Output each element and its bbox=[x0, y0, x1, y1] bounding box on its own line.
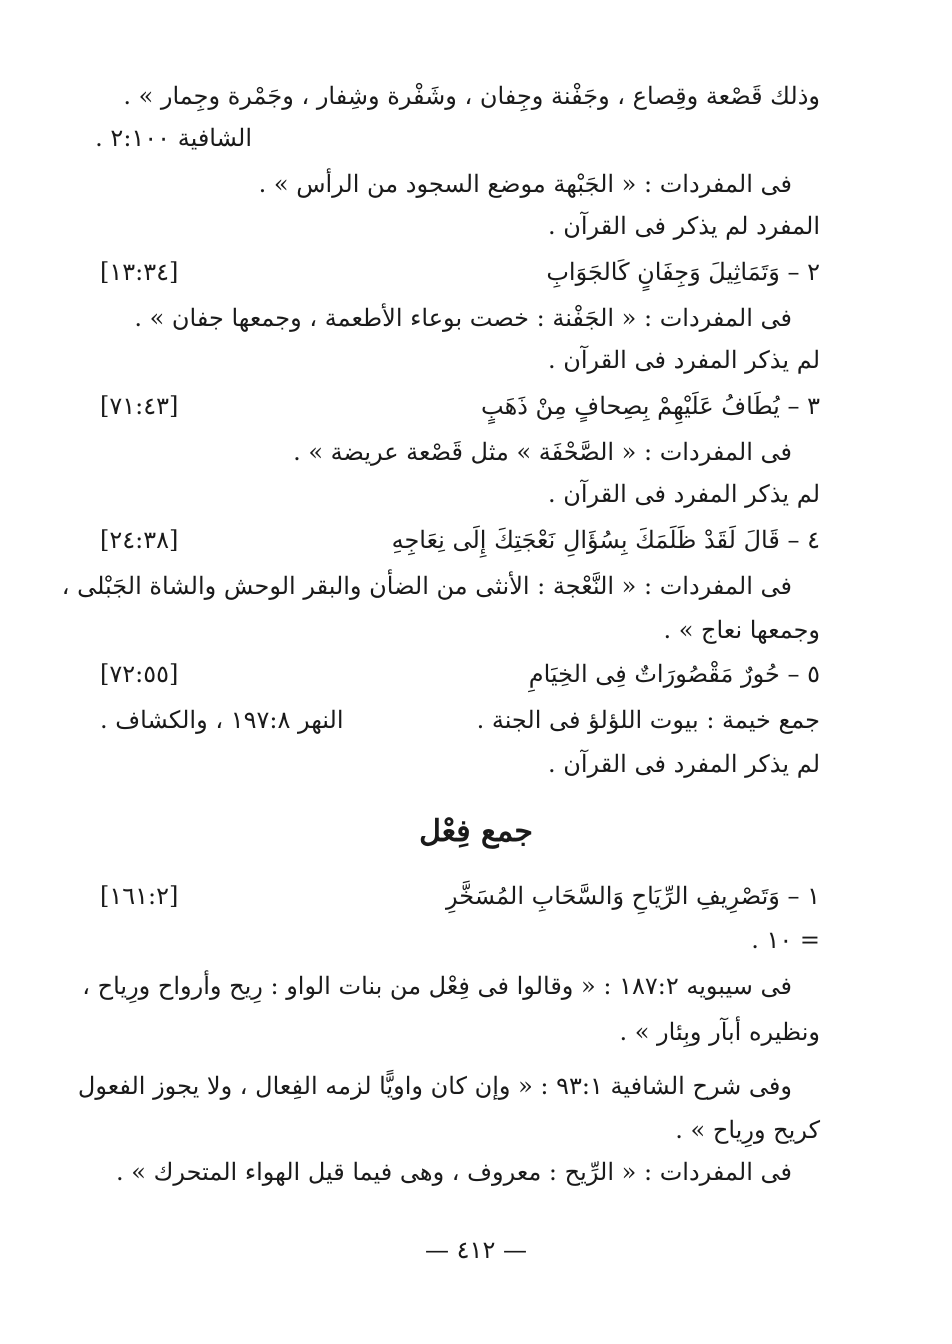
text-line bbox=[100, 700, 820, 740]
verse-text: ٤ – قَالَ لَقَدْ ظَلَمَكَ بِسُؤَالِ نَعْجَتِكَ إِلَى نِعَاجِهِ bbox=[391, 526, 820, 554]
verse-reference: [١٦١:٢] bbox=[100, 882, 179, 910]
text-line: وجمعها نعاج » . bbox=[663, 616, 820, 644]
text-line: فى سيبويه ١٨٧:٢ : « وقالوا فى فِعْل من بنات الواو : رِيح وأرواح ورِياح ، bbox=[82, 972, 792, 1000]
text-segment: النهر ١٩٧:٨ ، والكشاف . bbox=[100, 706, 344, 734]
text-line: كريح ورِياح » . bbox=[675, 1116, 820, 1144]
verse-text: ٣ – يُطَافُ عَلَيْهِمْ بِصِحافٍ مِنْ ذَهَبٍ bbox=[481, 392, 820, 420]
text-line: فى المفردات : « النَّعْجة : الأنثى من الضأن والبقر الوحش والشاة الجَبْلى ، bbox=[61, 572, 792, 600]
text-line: وفى شرح الشافية ٩٣:١ : « وإن كان واويًّا لزمه الفِعال ، ولا يجوز الفعول bbox=[77, 1072, 792, 1100]
text-line: فى المفردات : « الصَّحْفَة » مثل قَصْعة عريضة » . bbox=[293, 438, 792, 466]
text-line: الشافية ٢:١٠٠ . bbox=[95, 124, 252, 152]
verse-row bbox=[100, 876, 820, 916]
text-line: = ١٠ . bbox=[751, 926, 820, 954]
verse-reference: [٧١:٤٣] bbox=[100, 392, 179, 420]
verse-row bbox=[100, 520, 820, 560]
text-line: لم يذكر المفرد فى القرآن . bbox=[547, 346, 820, 374]
text-line: لم يذكر المفرد فى القرآن . bbox=[547, 750, 820, 778]
page-number: — ٤١٢ — bbox=[425, 1236, 527, 1264]
verse-reference: [١٣:٣٤] bbox=[100, 258, 179, 286]
text-line: فى المفردات : « الجَبْهة موضع السجود من الرأس » . bbox=[258, 170, 792, 198]
text-segment: جمع خيمة : بيوت اللؤلؤ فى الجنة . bbox=[476, 706, 820, 734]
section-heading: جمع فِعْل bbox=[419, 814, 533, 849]
verse-text: ٥ – حُورٌ مَقْصُورَاتٌ فِى الخِيَامِ bbox=[528, 660, 820, 688]
text-line: ونظيره أبآر وبِئار » . bbox=[619, 1018, 820, 1046]
text-line: لم يذكر المفرد فى القرآن . bbox=[547, 480, 820, 508]
text-line: فى المفردات : « الجَفْنة : خصت بوعاء الأطعمة ، وجمعها جفان » . bbox=[134, 304, 792, 332]
text-line: وذلك قَصْعة وقِصاع ، وجَفْنة وجِفان ، وشَفْرة وشِفار ، وجَمْرة وجِمار » . bbox=[123, 82, 820, 110]
verse-row bbox=[100, 386, 820, 426]
text-line: فى المفردات : « الرِّيح : معروف ، وهى فيما قيل الهواء المتحرك » . bbox=[116, 1158, 792, 1186]
verse-reference: [٢٤:٣٨] bbox=[100, 526, 179, 554]
verse-row bbox=[100, 252, 820, 292]
verse-text: ٢ – وَتَمَاثِيلَ وَجِفَانٍ كَالجَوَابِ bbox=[546, 258, 820, 286]
verse-reference: [٧٢:٥٥] bbox=[100, 660, 179, 688]
verse-text: ١ – وَتَصْرِيفِ الرِّيَاحِ وَالسَّحَابِ المُسَخَّرِ bbox=[446, 882, 820, 910]
verse-row bbox=[100, 654, 820, 694]
text-line: المفرد لم يذكر فى القرآن . bbox=[547, 212, 820, 240]
